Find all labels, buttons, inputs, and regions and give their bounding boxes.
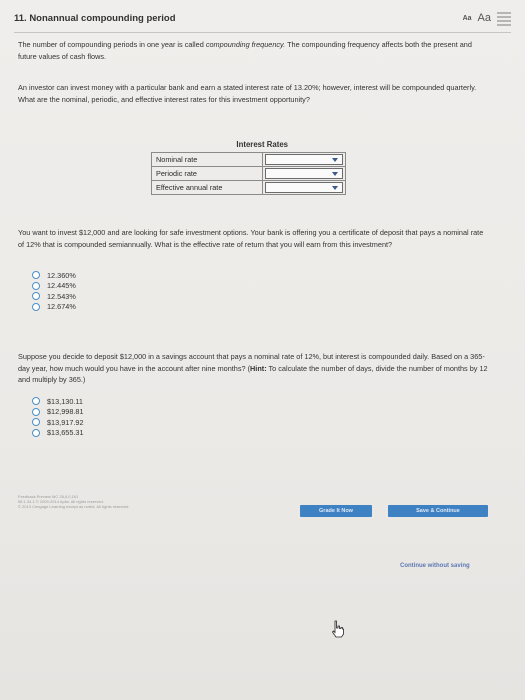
radio-option[interactable]: 12.360% bbox=[32, 270, 76, 281]
radio-option[interactable]: $13,655.31 bbox=[32, 428, 84, 439]
periodic-rate-dropdown[interactable] bbox=[265, 168, 343, 179]
radio-button[interactable] bbox=[32, 418, 40, 426]
header bbox=[14, 13, 511, 33]
question-2-text: You want to invest $12,000 and are looking for safe investment options. Your bank is offering you a certificate of deposit that pays a nominal rate of 12% that is compounded semiannually. What is the effective rate of return that you will earn from this investment? bbox=[18, 228, 484, 249]
row-label: Nominal rate bbox=[152, 153, 263, 167]
header-divider bbox=[14, 32, 511, 33]
grade-it-now-button[interactable]: Grade It Now bbox=[300, 505, 372, 517]
radio-option[interactable]: 12.543% bbox=[32, 291, 76, 302]
radio-button[interactable] bbox=[32, 397, 40, 405]
header-tools bbox=[463, 11, 511, 25]
increase-font-button[interactable]: Aa bbox=[477, 12, 491, 24]
row-label: Periodic rate bbox=[152, 167, 263, 181]
chevron-down-icon bbox=[332, 172, 338, 176]
radio-button[interactable] bbox=[32, 408, 40, 416]
radio-button[interactable] bbox=[32, 292, 40, 300]
effective-rate-dropdown[interactable] bbox=[265, 182, 343, 193]
table-row bbox=[152, 153, 346, 167]
radio-button[interactable] bbox=[32, 282, 40, 290]
radio-option[interactable]: 12.674% bbox=[32, 302, 76, 313]
interest-rates-table bbox=[151, 140, 346, 195]
question-3-options bbox=[32, 396, 84, 438]
radio-option[interactable]: $13,917.92 bbox=[32, 417, 84, 428]
chevron-down-icon bbox=[332, 158, 338, 162]
radio-option[interactable]: $12,998.81 bbox=[32, 407, 84, 418]
nominal-rate-dropdown[interactable] bbox=[265, 154, 343, 165]
radio-option[interactable]: 12.445% bbox=[32, 281, 76, 292]
hand-cursor-icon bbox=[331, 620, 345, 638]
row-label: Effective annual rate bbox=[152, 181, 263, 195]
decrease-font-button[interactable]: Aa bbox=[462, 14, 472, 22]
copyright-footer: Feedback Preview MC 28,0,0,161 58.1.34.1 © 2009-2014 Aplia. All rights reserved. © 2013 Cengage Learning except as noted. All rights reserved. bbox=[18, 494, 130, 509]
page-title: 11. Nonannual compounding period bbox=[14, 13, 176, 24]
save-continue-button[interactable]: Save & Continue bbox=[388, 505, 488, 517]
radio-button[interactable] bbox=[32, 271, 40, 279]
question-3-text: Suppose you decide to deposit $12,000 in a savings account that pays a nominal rate of 12%, but interest is compounded daily. Based on a 365-day year, how much would you have in the account after nine months? (Hint: To calculate the number of days, divide the number of months by 12 and multiply by 365.) bbox=[18, 352, 488, 384]
radio-option[interactable]: $13,130.11 bbox=[32, 396, 84, 407]
table-row bbox=[152, 181, 346, 195]
chevron-down-icon bbox=[332, 186, 338, 190]
question-2-options bbox=[32, 270, 76, 312]
lines-icon[interactable] bbox=[497, 11, 511, 25]
radio-button[interactable] bbox=[32, 429, 40, 437]
table-caption: Interest Rates bbox=[236, 140, 288, 149]
table-row bbox=[152, 167, 346, 181]
continue-without-saving-link[interactable]: Continue without saving bbox=[400, 563, 470, 569]
question-1-text: An investor can invest money with a particular bank and earn a stated interest rate of 13.20%; however, interest will be compounded quarterly. What are the nominal, periodic, and effective interest rates for this investment opportunity? bbox=[18, 83, 477, 104]
radio-button[interactable] bbox=[32, 303, 40, 311]
intro-paragraph: The number of compounding periods in one year is called compounding frequency. The compounding frequency affects both the present and future values of cash flows. bbox=[18, 40, 472, 61]
